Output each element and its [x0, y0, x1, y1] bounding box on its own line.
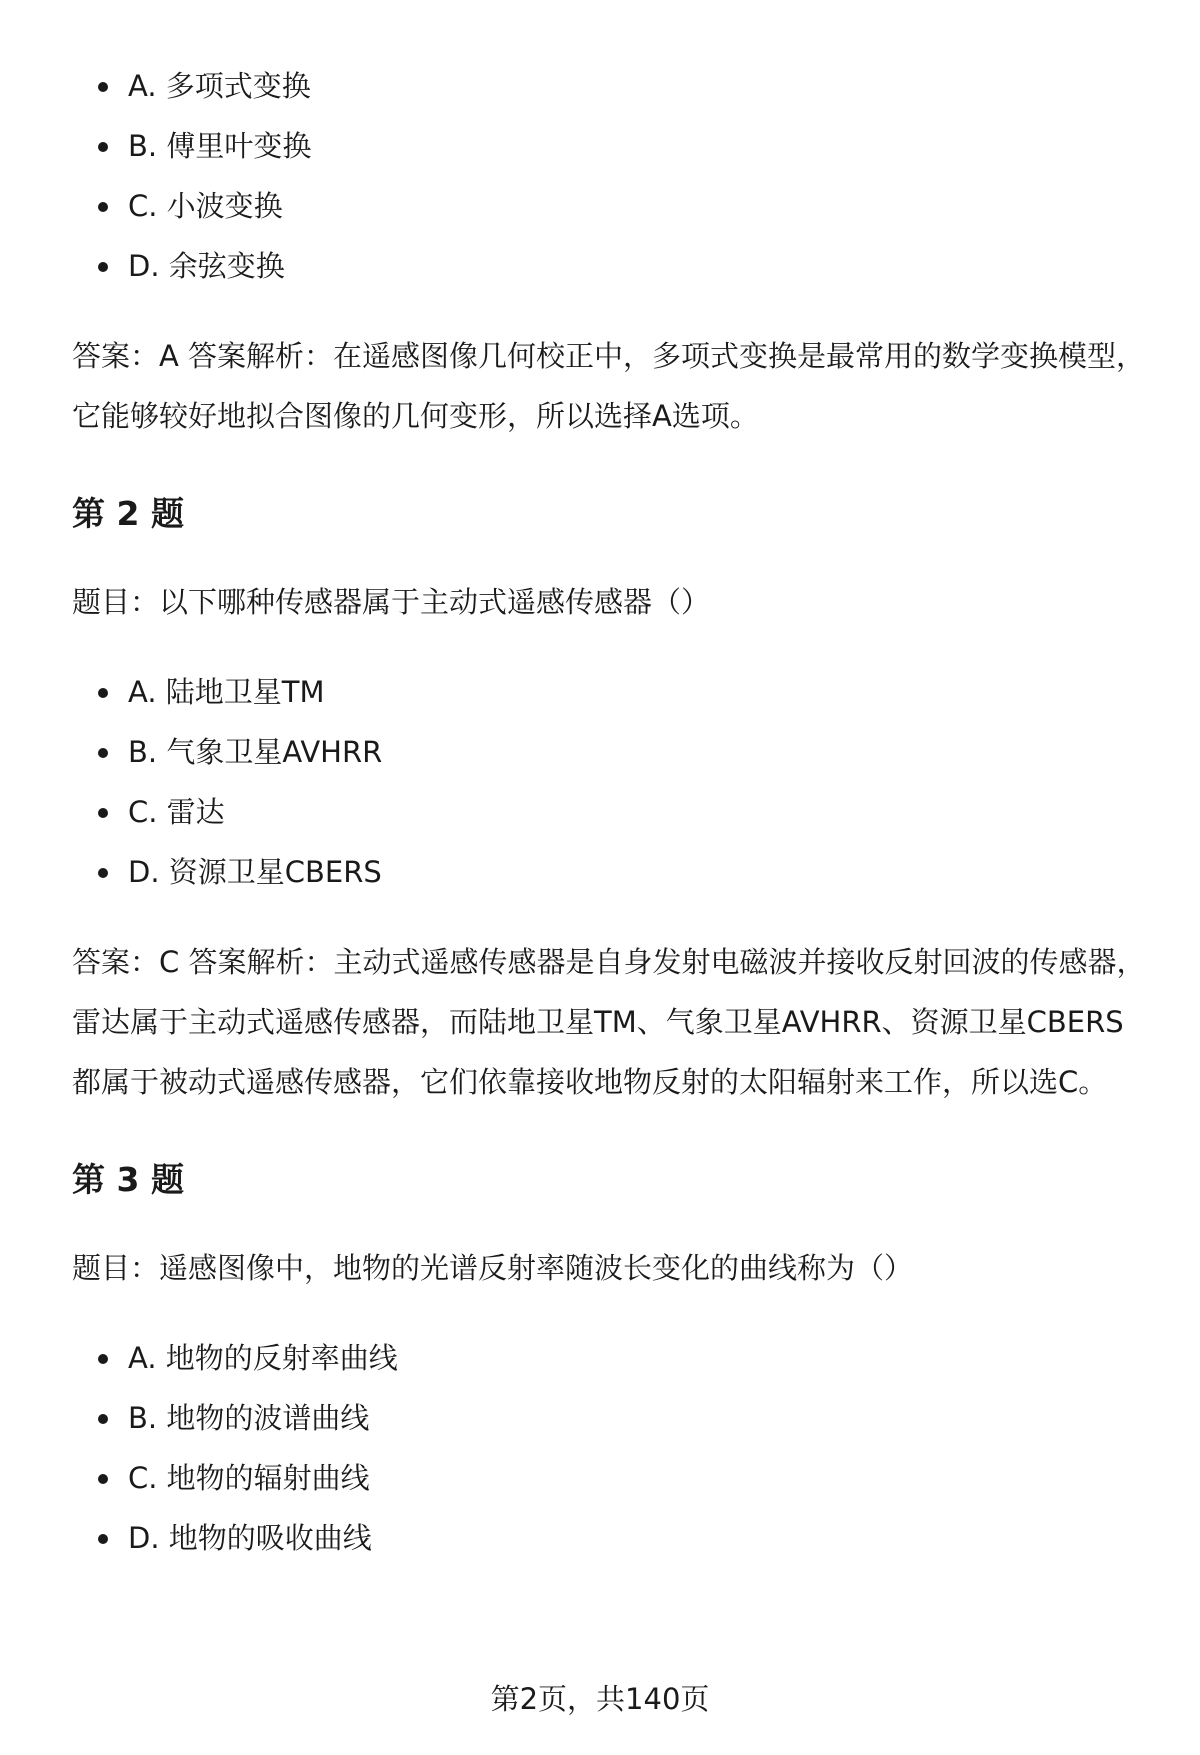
q1-options-list [72, 56, 1152, 296]
q2-heading: 第 2 题 [72, 494, 184, 533]
q3-option-a: A. 地物的反射率曲线 [98, 1328, 1152, 1388]
q1-option-b: B. 傅里叶变换 [98, 116, 1152, 176]
q3-question: 题目：遥感图像中，地物的光谱反射率随波长变化的曲线称为（） [72, 1251, 914, 1285]
document-page [72, 56, 1152, 1568]
q2-option-c: C. 雷达 [98, 782, 1152, 842]
q2-question: 题目：以下哪种传感器属于主动式遥感传感器（） [72, 585, 711, 619]
q1-option-d: D. 余弦变换 [98, 236, 1152, 296]
q2-option-d: D. 资源卫星CBERS [98, 842, 1152, 902]
q2-answer: 答案：C 答案解析：主动式遥感传感器是自身发射电磁波并接收反射回波的传感器，雷达属于主动式遥感传感器，而陆地卫星TM、气象卫星AVHRR、资源卫星CBERS都属于被动式遥感传感器，它们依靠接收地物反射的太阳辐射来工作，所以选C。 [72, 945, 1146, 1099]
q2-option-b: B. 气象卫星AVHRR [98, 722, 1152, 782]
q2-option-a: A. 陆地卫星TM [98, 662, 1152, 722]
q3-option-b: B. 地物的波谱曲线 [98, 1388, 1152, 1448]
q1-option-c: C. 小波变换 [98, 176, 1152, 236]
q1-option-a: A. 多项式变换 [98, 56, 1152, 116]
q1-answer: 答案：A 答案解析：在遥感图像几何校正中，多项式变换是最常用的数学变换模型，它能够较好地拟合图像的几何变形，所以选择A选项。 [72, 339, 1146, 433]
page-number-footer: 第2页，共140页 [490, 1682, 710, 1716]
q3-option-d: D. 地物的吸收曲线 [98, 1508, 1152, 1568]
q3-option-c: C. 地物的辐射曲线 [98, 1448, 1152, 1508]
q2-options-list [72, 662, 1152, 902]
q3-heading: 第 3 题 [72, 1160, 184, 1199]
q3-options-list [72, 1328, 1152, 1568]
